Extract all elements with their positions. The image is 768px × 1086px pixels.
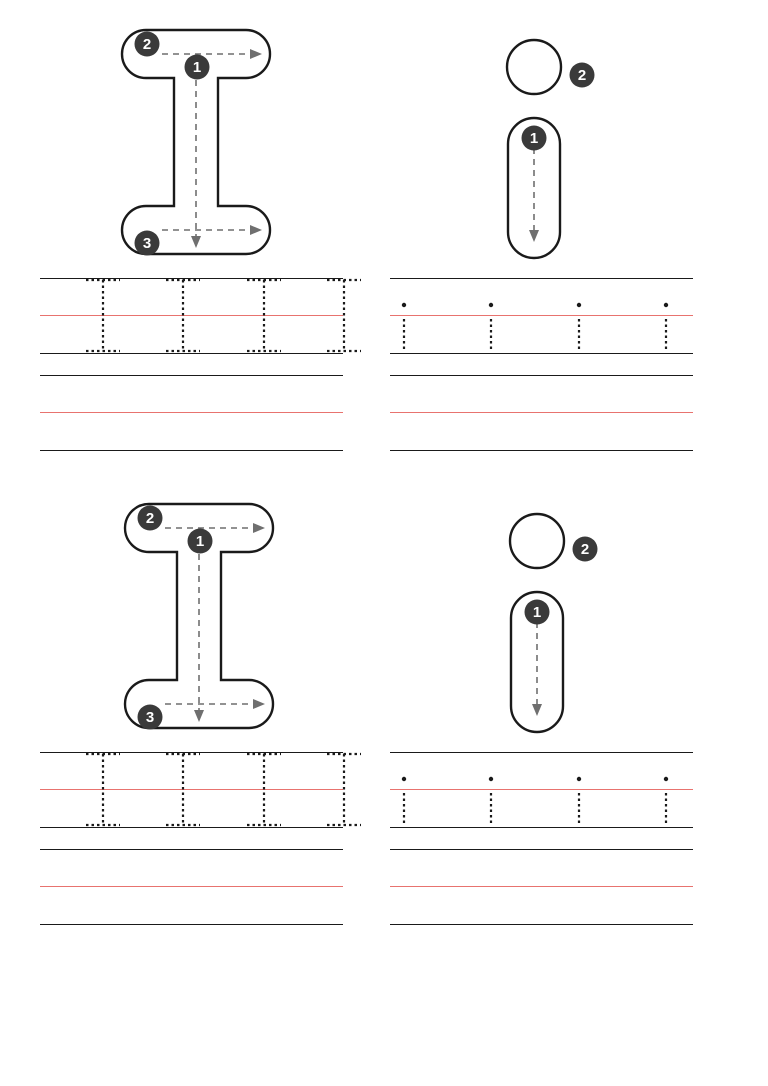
trace-glyph xyxy=(489,777,493,825)
guide-top-line xyxy=(40,849,343,850)
letter-dot-outline xyxy=(510,514,564,568)
stroke-badge-2 xyxy=(135,32,160,57)
stroke-badge-1 xyxy=(525,600,550,625)
trace-glyph xyxy=(327,280,361,351)
guide-base-line xyxy=(390,450,693,451)
guide-row-2 xyxy=(40,849,343,929)
stroke-badge-3 xyxy=(138,705,163,730)
stroke-badge-2 xyxy=(138,506,163,531)
letter-demo-lowercase-i-top xyxy=(494,20,694,280)
stroke-badge-1 xyxy=(522,126,547,151)
guide-row-1 xyxy=(40,752,343,832)
stroke-badge-1 xyxy=(188,529,213,554)
svg-text:2: 2 xyxy=(577,67,587,84)
trace-glyph xyxy=(402,777,406,825)
trace-glyph xyxy=(664,303,668,351)
guide-top-line xyxy=(40,375,343,376)
guide-row-2 xyxy=(390,375,693,455)
letter-demo-uppercase-i-top xyxy=(100,10,300,280)
guide-row-1 xyxy=(390,752,693,832)
stroke-badge-1 xyxy=(185,55,210,80)
trace-glyph xyxy=(86,754,120,825)
trace-glyph xyxy=(577,303,581,351)
stroke-badge-2 xyxy=(570,63,595,88)
trace-glyph xyxy=(166,280,200,351)
section-uppercase-top xyxy=(0,0,384,470)
trace-glyph xyxy=(86,280,120,351)
svg-text:3: 3 xyxy=(142,235,152,252)
guide-top-line xyxy=(390,849,693,850)
svg-text:1: 1 xyxy=(529,130,539,147)
stroke-badge-2 xyxy=(573,537,598,562)
section-uppercase-bottom xyxy=(0,474,384,944)
guide-mid-line xyxy=(390,886,693,887)
trace-glyph xyxy=(166,754,200,825)
svg-text:2: 2 xyxy=(142,36,152,53)
tracing-letters-uppercase xyxy=(40,278,343,358)
guide-base-line xyxy=(40,450,343,451)
stroke-badge-3 xyxy=(135,231,160,256)
svg-text:1: 1 xyxy=(192,59,202,76)
guide-row-1 xyxy=(390,278,693,358)
tracing-letters-lowercase xyxy=(390,278,693,358)
guide-base-line xyxy=(390,924,693,925)
guide-mid-line xyxy=(390,412,693,413)
letter-dot-outline xyxy=(507,40,561,94)
section-lowercase-top xyxy=(384,0,768,470)
guide-row-1 xyxy=(40,278,343,358)
trace-glyph xyxy=(247,754,281,825)
svg-text:2: 2 xyxy=(580,541,590,558)
trace-glyph xyxy=(327,754,361,825)
letter-demo-uppercase-i-bottom xyxy=(103,484,303,754)
tracing-letters-lowercase xyxy=(390,752,693,832)
trace-glyph xyxy=(247,280,281,351)
svg-text:1: 1 xyxy=(532,604,542,621)
guide-mid-line xyxy=(40,412,343,413)
trace-glyph xyxy=(577,777,581,825)
svg-text:2: 2 xyxy=(145,510,155,527)
letter-demo-lowercase-i-bottom xyxy=(497,494,697,754)
guide-row-2 xyxy=(40,375,343,455)
guide-row-2 xyxy=(390,849,693,929)
svg-text:3: 3 xyxy=(145,709,155,726)
trace-glyph xyxy=(664,777,668,825)
tracing-letters-uppercase xyxy=(40,752,343,832)
trace-glyph xyxy=(402,303,406,351)
guide-mid-line xyxy=(40,886,343,887)
svg-text:1: 1 xyxy=(195,533,205,550)
section-lowercase-bottom xyxy=(384,474,768,944)
guide-top-line xyxy=(390,375,693,376)
guide-base-line xyxy=(40,924,343,925)
trace-glyph xyxy=(489,303,493,351)
